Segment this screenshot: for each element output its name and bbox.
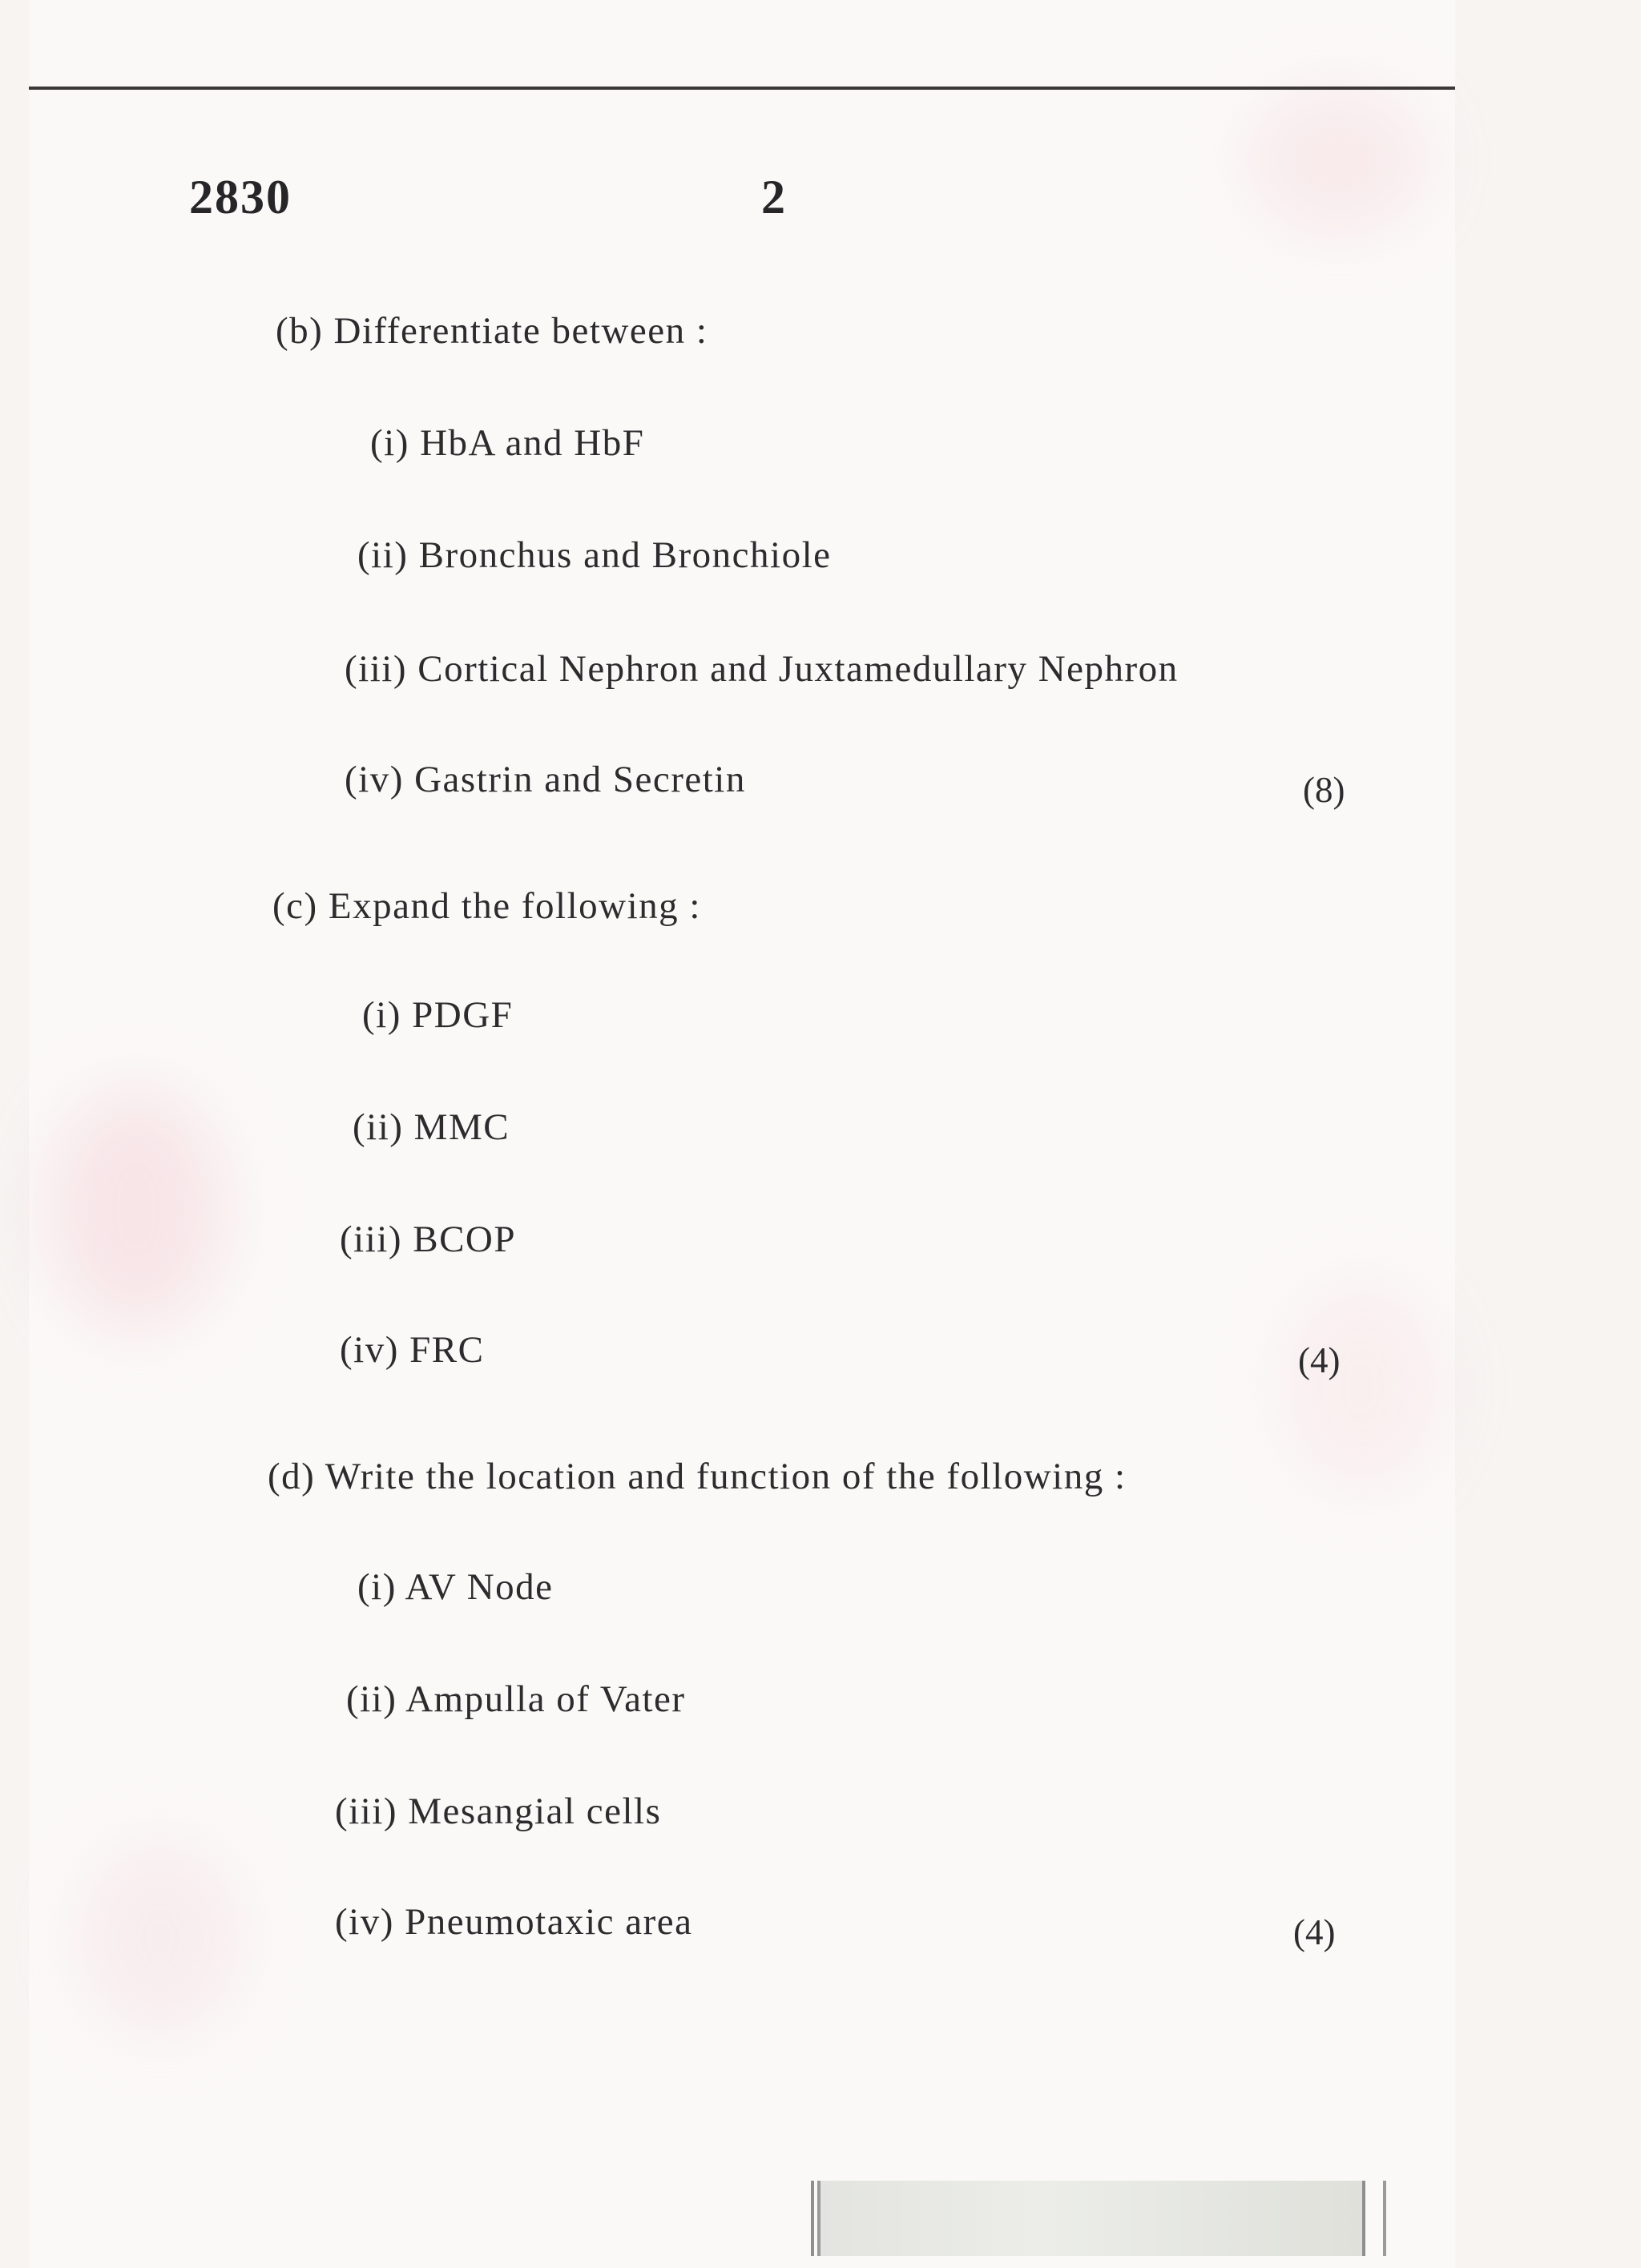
question-d-item: (i) AV Node [357,1566,554,1608]
paper-code: 2830 [189,171,292,224]
binding-strip-edge [811,2181,814,2256]
question-c-item: (iv) FRC [340,1329,485,1371]
question-c-marks: (4) [1298,1340,1341,1380]
question-c-heading: (c) Expand the following : [272,885,701,927]
question-b-item: (iii) Cortical Nephron and Juxtamedullary Nephron [345,648,1179,690]
binding-strip-edge [1362,2181,1365,2256]
question-d-heading: (d) Write the location and function of the following : [268,1456,1127,1497]
top-rule [29,87,1455,90]
question-b-marks: (8) [1303,770,1345,810]
exam-page [29,0,1455,2268]
binding-strip [817,2181,1365,2256]
question-d-item: (iii) Mesangial cells [335,1791,662,1832]
question-b-item: (iv) Gastrin and Secretin [345,759,746,800]
question-d-item: (ii) Ampulla of Vater [346,1678,686,1720]
question-b-item: (i) HbA and HbF [370,422,645,464]
question-c-item: (iii) BCOP [340,1219,517,1260]
question-b-heading: (b) Differentiate between : [276,310,708,352]
question-d-item: (iv) Pneumotaxic area [335,1901,693,1943]
question-c-item: (i) PDGF [362,994,514,1036]
page-number: 2 [761,171,787,224]
question-d-marks: (4) [1293,1912,1336,1952]
binding-strip-edge [1383,2181,1386,2256]
question-b-item: (ii) Bronchus and Bronchiole [357,534,832,576]
question-c-item: (ii) MMC [353,1106,510,1148]
